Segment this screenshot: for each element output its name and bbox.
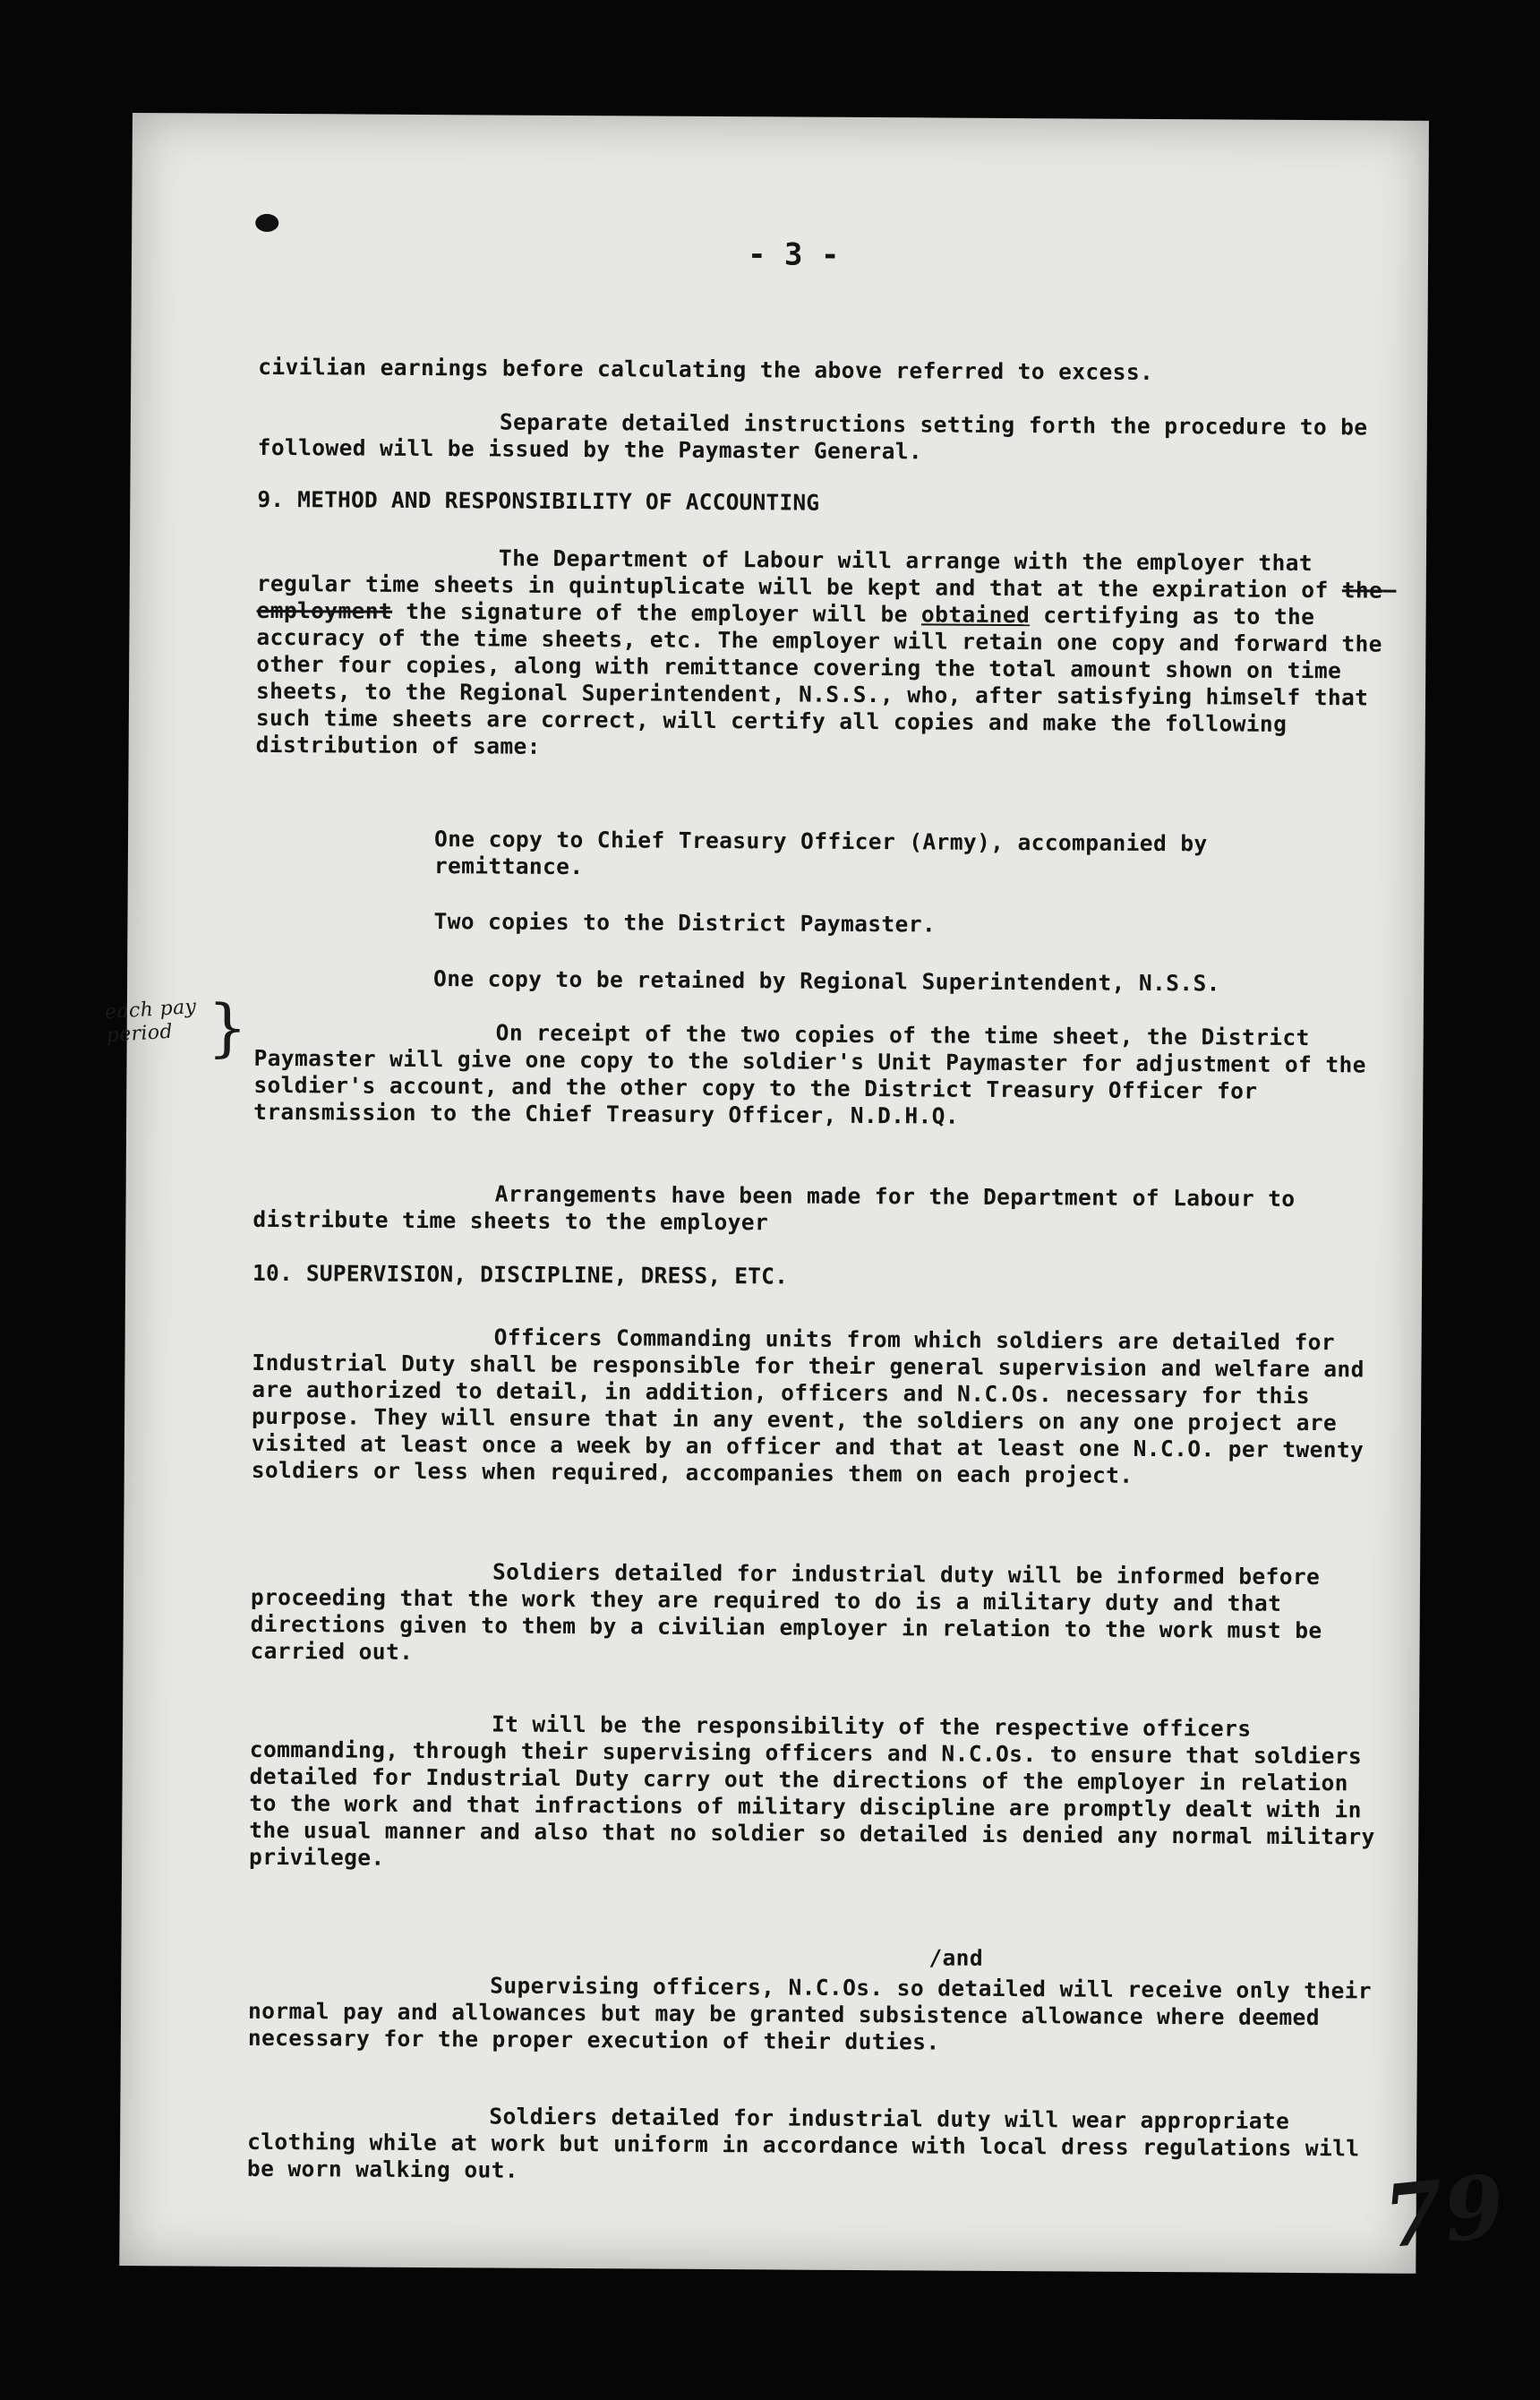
section-10-paragraph-1: Officers Commanding units from which soldiers are detailed for Industrial Duty shall be responsible for their general supervision and welfare and are authorized to detail, in addition, officers and N.C.Os. necessary for this purpose. They will ensure that in any event, the soldiers on any one project are visited at least once a week by an officer and that at least one N.C.O. per twenty soldiers or less when required, accompanies them on each project.	[251, 1324, 1379, 1488]
section-10-heading: 10. SUPERVISION, DISCIPLINE, DRESS, ETC.	[252, 1259, 789, 1290]
intro-paragraph: Separate detailed instructions setting forth the procedure to be followed will be issued by the Paymaster General.	[257, 408, 1382, 465]
handwritten-folio-number: 79	[1379, 2155, 1510, 2268]
distribution-list	[255, 825, 1383, 886]
struck-text: the employment	[256, 577, 1397, 624]
page-number: - 3 -	[747, 236, 840, 273]
document-body	[104, 176, 1510, 2268]
brace-mark: }	[207, 990, 248, 1065]
section-9-paragraph-1: The Department of Labour will arrange with the employer that regular time sheets in quintuplicate will be kept and that at the expiration of the employment the signature of the employer will be obtained certifying as to the accuracy of the time sheets, etc. The employer will retain one copy and forward the other four copies, along with remittance covering the total amount shown on time sheets, to the Regional Superintendent, N.S.S., who, after satisfying himself that such time sheets are correct, will certify all copies and make the following distribution of same: each pay period }	[104, 544, 1397, 1065]
intro-line: civilian earnings before calculating the above referred to excess.	[258, 353, 1154, 385]
section-9-paragraph-2: On receipt of the two copies of the time sheet, the District Paymaster will give one copy to the soldier's Unit Paymaster for adjustment of the soldier's account, and the other copy to the District Treasury Officer for transmission to the Chief Treasury Officer, N.D.H.Q.	[253, 1019, 1381, 1129]
underlined-word: obtained	[920, 601, 1031, 629]
handwritten-margin-note: each pay period	[104, 995, 198, 1048]
section-10-paragraph-4: Supervising officers, N.C.Os. so detailed will receive only their normal pay and allowances but may be granted subsistence allowance where deemed necessary for the proper execution of their duties.	[247, 1972, 1386, 2055]
section-10-paragraph-2: Soldiers detailed for industrial duty will be informed before proceeding that the work they are required to do is a military duty and that directions given to them by a civilian employer in relation to the work must be carried out.	[250, 1558, 1336, 1665]
section-9-heading: 9. METHOD AND RESPONSIBILITY OF ACCOUNTING	[257, 485, 820, 516]
ink-blot	[255, 214, 278, 232]
section-9-paragraph-3: Arrangements have been made for the Department of Labour to distribute time sheets to the employer	[252, 1180, 1309, 1236]
inserted-and: /and	[928, 1944, 984, 1971]
distribution-list-3	[254, 964, 1382, 999]
distribution-list-2	[254, 907, 1382, 941]
list-item: Two copies to the District Paymaster.	[433, 908, 937, 938]
section-10-paragraph-5: Soldiers detailed for industrial duty will wear appropriate clothing while at work but uniform in accordance with local dress regulations will be worn walking out.	[246, 2103, 1373, 2183]
section-10-paragraph-3: It will be the responsibility of the respective officers commanding, through their supervising officers and N.C.Os. to ensure that soldiers detailed for Industrial Duty carry out the directions of the employer in relation to the work and that infractions of military discipline are promptly dealt with in the usual manner and also that no soldier so detailed is denied any normal military privilege.	[249, 1710, 1389, 1871]
list-item: One copy to be retained by Regional Superintendent, N.S.S.	[433, 965, 1220, 997]
document-page	[104, 113, 1510, 2274]
list-item: One copy to Chief Treasury Officer (Army), accompanied by remittance.	[433, 826, 1221, 880]
intro-continuation	[258, 354, 1386, 388]
